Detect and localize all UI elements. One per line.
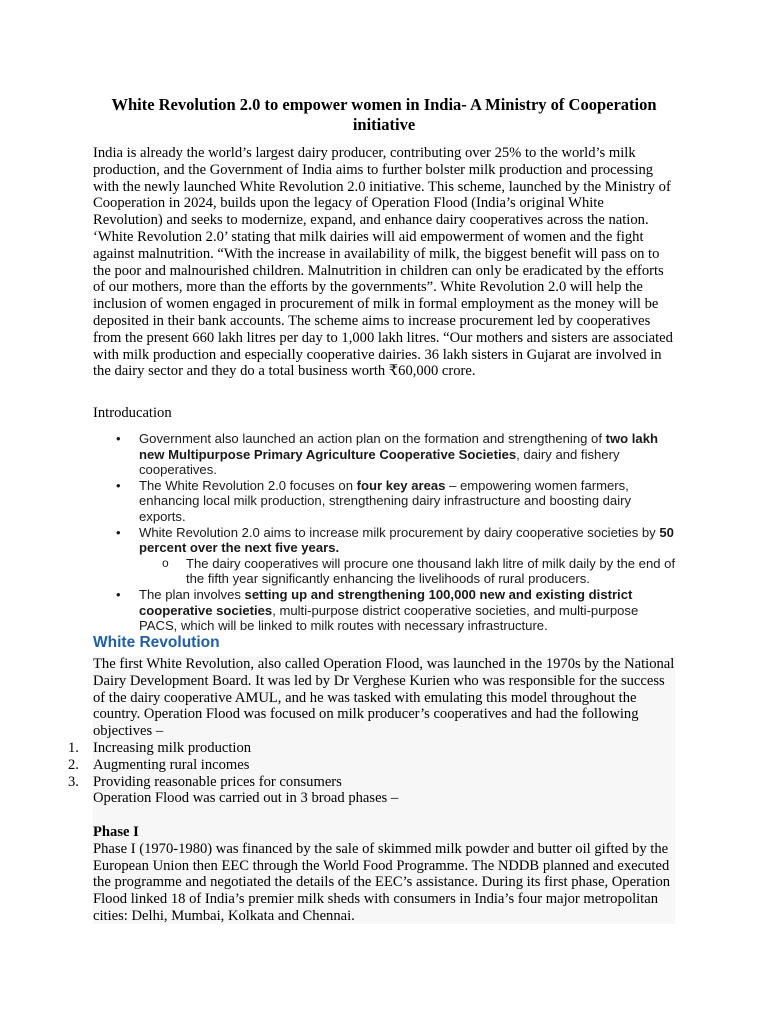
white-revolution-body: [68, 656, 675, 925]
white-revolution-heading: White Revolution: [93, 634, 220, 651]
list-item: 2. Augmenting rural incomes: [68, 756, 250, 773]
list-item: 1. Increasing milk production: [68, 739, 252, 756]
phase-1-heading: Phase I: [93, 823, 139, 840]
phases-line: Operation Flood was carried out in 3 broad phases –: [93, 790, 399, 807]
list-item: • The White Revolution 2.0 focuses on four key areas – empowering women farmers, enhancing local milk production, strengthening dairy infrastructure and boosting dairy exports.: [139, 478, 677, 525]
list-item: • The plan involves setting up and strengthening 100,000 new and existing district cooperative societies, multi-purpose district cooperative societies, and multi-purpose PACS, which will be linked to milk routes with necessary infrastructure.: [139, 587, 677, 634]
list-item: • Government also launched an action plan on the formation and strengthening of two lakh new Multipurpose Primary Agriculture Cooperative Societies, dairy and fishery cooperatives.: [139, 431, 677, 478]
list-item: 3. Providing reasonable prices for consumers: [68, 773, 342, 790]
phase-1-paragraph: Phase I (1970-1980) was financed by the sale of skimmed milk powder and butter oil gifted by the European Union then EEC through the World Food Programme. The NDDB planned and executed the programme and negotiated the details of the EEC’s assistance. During its first phase, Operation Flood linked 18 of India’s premier milk sheds with consumers in India’s four major metropolitan cities: Delhi, Mumbai, Kolkata and Chennai.: [93, 840, 671, 924]
section-label: Introducation: [93, 405, 172, 421]
list-item: • White Revolution 2.0 aims to increase milk procurement by dairy cooperative societies by 50 percent over the next five years. o The dairy cooperatives will procure one thousand lakh litre of milk daily by the end of the fifth year significantly enhancing the livelihoods of rural producers.: [139, 525, 677, 587]
key-points-list: [139, 431, 677, 634]
sub-list-item: o The dairy cooperatives will procure one thousand lakh litre of milk daily by the end of the fifth year significantly enhancing the livelihoods of rural producers.: [186, 556, 677, 587]
white-revolution-paragraph: The first White Revolution, also called Operation Flood, was launched in the 1970s by the National Dairy Development Board. It was led by Dr Verghese Kurien who was responsible for the success of the dairy cooperative AMUL, and he was tasked with emulating this model throughout the country. Operation Flood was focused on milk producer’s cooperatives and had the following objectives –: [93, 656, 675, 740]
page-title: White Revolution 2.0 to empower women in India- A Ministry of Cooperation initiative: [111, 95, 657, 134]
sub-list: [139, 556, 677, 587]
objectives-list: [68, 739, 675, 790]
intro-paragraph: India is already the world’s largest dairy producer, contributing over 25% to the world’s milk production, and the Government of India aims to further bolster milk production and processing with the newly launched White Revolution 2.0 initiative. This scheme, launched by the Ministry of Cooperation in 2024, builds upon the legacy of Operation Flood (India’s original White Revolution) and seeks to modernize, expand, and enhance dairy cooperatives across the nation. ‘White Revolution 2.0’ stating that milk dairies will aid empowerment of women and the fight against malnutrition. “With the increase in availability of milk, the biggest benefit will pass on to the poor and malnourished children. Malnutrition in children can only be eradicated by the efforts of our mothers, more than the efforts by the governments”. White Revolution 2.0 will help the inclusion of women engaged in procurement of milk in formal employment as the money will be deposited in their bank accounts. The scheme aims to increase procurement led by cooperatives from the present 660 lakh litres per day to 1,000 lakh litres. “Our mothers and sisters are associated with milk production and especially cooperative dairies. 36 lakh sisters in Gujarat are involved in the dairy sector and they do a total business worth ₹60,000 crore.: [93, 145, 673, 380]
